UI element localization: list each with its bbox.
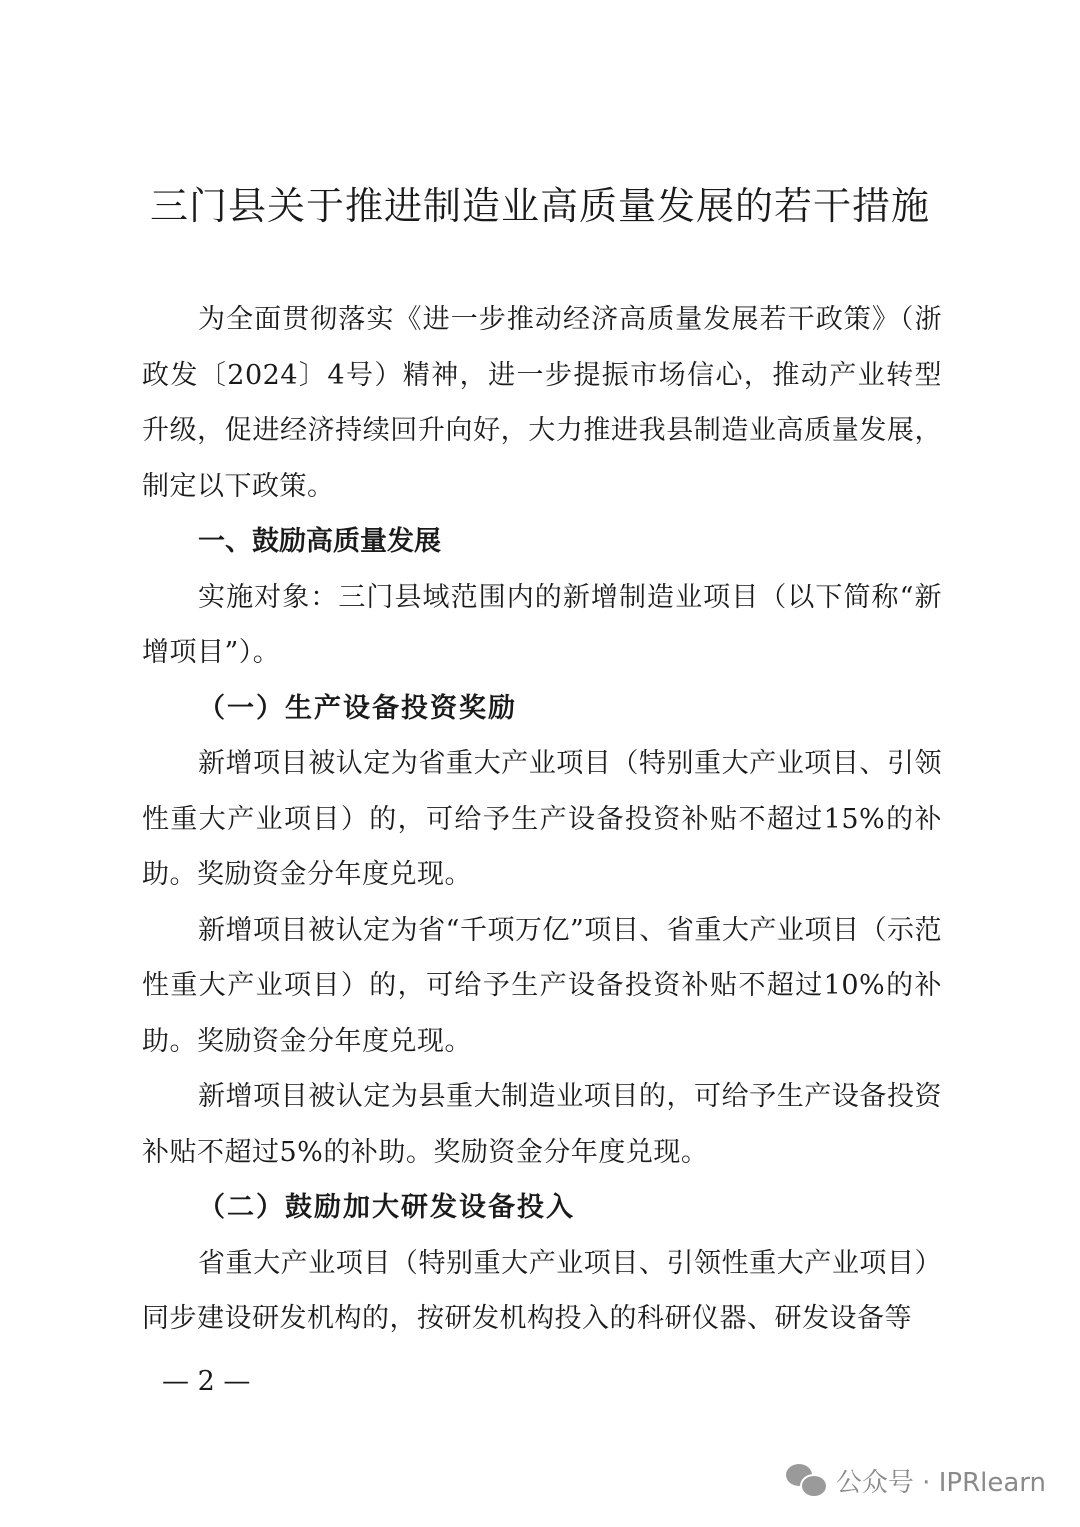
paragraph-target: 实施对象：三门县域范围内的新增制造业项目（以下简称“新增项目”）。	[142, 581, 942, 668]
watermark-text: 公众号 · IPRlearn	[835, 1468, 1046, 1498]
paragraph-reward-15: 新增项目被认定为省重大产业项目（特别重大产业项目、引领性重大产业项目）的，可给予生产设备投资补贴不超过15%的补助。奖励资金分年度兑现。	[142, 748, 942, 890]
section-heading-1: 一、鼓励高质量发展	[198, 526, 441, 557]
wechat-icon	[786, 1464, 826, 1498]
paragraph-intro: 为全面贯彻落实《进一步推动经济高质量发展若干政策》（浙政发〔2024〕4号）精神，进一步提振市场信心，推动产业转型升级，促进经济持续回升向好，大力推进我县制造业高质量发展，制定以下政策。	[142, 304, 942, 502]
paragraph-reward-5: 新增项目被认定为县重大制造业项目的，可给予生产设备投资补贴不超过5%的补助。奖励资金分年度兑现。	[142, 1081, 942, 1168]
paragraph-reward-10: 新增项目被认定为省“千项万亿”项目、省重大产业项目（示范性重大产业项目）的，可给予生产设备投资补贴不超过10%的补助。奖励资金分年度兑现。	[142, 914, 942, 1057]
paragraph-rd: 省重大产业项目（特别重大产业项目、引领性重大产业项目）同步建设研发机构的，按研发机构投入的科研仪器、研发设备等	[142, 1247, 942, 1334]
subsection-heading-1: （一）生产设备投资奖励	[198, 692, 517, 724]
subsection-heading-2: （二）鼓励加大研发设备投入	[198, 1192, 575, 1223]
document-body	[142, 292, 942, 1347]
watermark	[786, 1462, 1046, 1499]
page-number: — 2 —	[162, 1366, 251, 1397]
document-title: 三门县关于推进制造业高质量发展的若干措施	[149, 184, 930, 228]
